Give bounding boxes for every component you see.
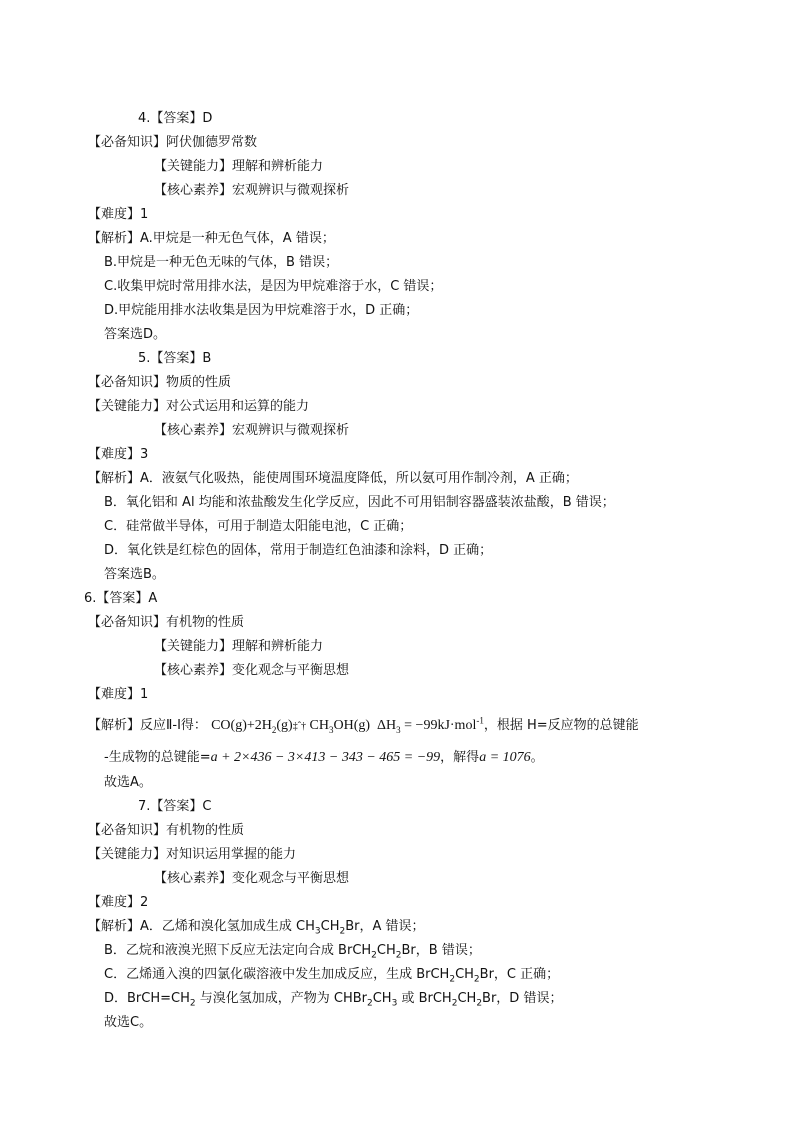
q5-ability: 【关键能力】对公式运用和运算的能力 [88,399,310,414]
q5-answer: 5.【答案】B [138,351,212,366]
q7-conclusion: 故选C。 [104,1015,153,1030]
q6-equation: $CO(g)+2H_2(g)\ddagger ˆ\dagger$ $CH_3OH(g) \Delta H_3 = -99kJ\cdot mol^{-1}$ [211,715,484,735]
q5-analysis-a: 【解析】A．液氨气化吸热，能使周围环境温度降低，所以氨可用作制冷剂，A 正确； [88,471,578,486]
q6-analysis-rule: ，根据 H=反应物的总键能 [483,718,639,733]
q7-analysis-c: C．乙烯通入溴的四氯化碳溶液中发生加成反应，生成 $BrCH_2CH_2Br$，C 正确； [104,967,560,985]
q5-analysis-c: C．硅常做半导体，可用于制造太阳能电池，C 正确； [104,519,413,534]
q7-answer: 7.【答案】C [138,799,212,814]
q4-ability: 【关键能力】理解和辨析能力 [154,159,324,174]
q6-calc-result: a = 1076 [479,750,531,765]
q6-literacy: 【核心素养】变化观念与平衡思想 [154,663,350,678]
q7-difficulty: 【难度】2 [88,895,149,910]
q5-analysis-d: D．氧化铁是红棕色的固体，常用于制造红色油漆和涂料，D 正确； [104,543,493,558]
q6-analysis-line2: -生成物的总键能=a + 2×436 − 3×413 − 343 − 465 = −99，解得a = 1076。 [104,750,544,765]
q6-answer: 6.【答案】A [84,591,158,606]
q6-analysis-line1 [88,715,639,735]
q6-analysis-prefix: 【解析】反应Ⅱ-Ⅰ得： [88,718,207,733]
q5-difficulty: 【难度】3 [88,447,149,462]
q5-knowledge: 【必备知识】物质的性质 [88,375,232,390]
q4-difficulty: 【难度】1 [88,207,149,222]
q6-knowledge: 【必备知识】有机物的性质 [88,615,245,630]
q4-answer: 4.【答案】D [138,111,213,126]
q6-conclusion: 故选A。 [104,775,152,790]
q4-knowledge: 【必备知识】阿伏伽德罗常数 [88,135,258,150]
q4-analysis-b: B.甲烷是一种无色无味的气体，B 错误； [104,255,339,270]
q6-calc-expression: a + 2×436 − 3×413 − 343 − 465 = −99 [210,750,441,765]
q4-literacy: 【核心素养】宏观辨识与微观探析 [154,183,350,198]
q4-analysis-a: 【解析】A.甲烷是一种无色气体，A 错误； [88,231,335,246]
q6-ability: 【关键能力】理解和辨析能力 [154,639,324,654]
q7-ability: 【关键能力】对知识运用掌握的能力 [88,847,297,862]
q7-analysis-a: 【解析】A．乙烯和溴化氢加成生成 $CH_3CH_2Br$，A 错误； [88,919,425,937]
q4-conclusion: 答案选D。 [104,327,167,342]
q4-analysis-c: C.收集甲烷时常用排水法，是因为甲烷难溶于水，C 错误； [104,279,443,294]
q7-literacy: 【核心素养】变化观念与平衡思想 [154,871,350,886]
q7-analysis-d: D．$BrCH=CH_2$ 与溴化氢加成，产物为 $CHBr_2CH_3$ 或 $BrCH_2CH_2Br$，D 错误； [104,991,563,1009]
q4-analysis-d: D.甲烷能用排水法收集是因为甲烷难溶于水，D 正确； [104,303,419,318]
q7-knowledge: 【必备知识】有机物的性质 [88,823,245,838]
q5-conclusion: 答案选B。 [104,567,165,582]
q7-analysis-b: B．乙烷和液溴光照下反应无法定向合成 $BrCH_2CH_2Br$，B 错误； [104,943,481,961]
q5-literacy: 【核心素养】宏观辨识与微观探析 [154,423,350,438]
q6-difficulty: 【难度】1 [88,687,149,702]
q5-analysis-b: B．氧化铝和 Al 均能和浓盐酸发生化学反应，因此不可用铝制容器盛装浓盐酸，B 错误； [104,495,615,510]
